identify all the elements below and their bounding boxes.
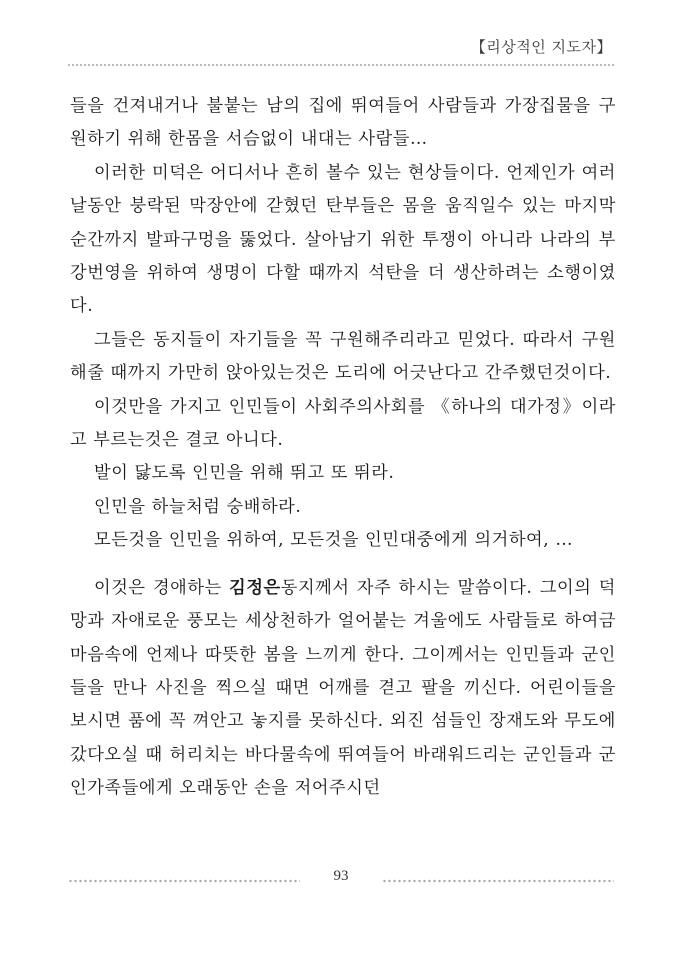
- paragraph: 그들은 동지들이 자기들을 꼭 구원해주리라고 믿었다. 따라서 구원해줄 때까지 가만히 앉아있는것은 도리에 어긋난다고 간주했던것이다.: [70, 329, 616, 384]
- leader-name: 김정은: [229, 577, 281, 598]
- paragraph-quote-attribution: [70, 572, 616, 806]
- paragraph: 모든것을 인민을 위하여, 모든것을 인민대중에게 의거하여, …: [94, 530, 574, 551]
- text-run: 동지께서 자주 하시는 말씀이다. 그이의 덕망과 자애로운 풍모는 세상천하가 얼어붙는 겨울에도 사람들로 하여금 마음속에 언제나 따뜻한 봄을 느끼게 한다. 그이께서는 인민들과 군인들을 만나 사진을 찍으실 때면 어깨를 겯고 팔을 끼신다. 어린이들을 보시면 품에 꼭 껴안고 놓지를 못하신다. 외진 섬들인 장재도와 무도에 갔다오실 때 허리치는 바다물속에 뛰여들어 바래워드리는 군인들과 군인가족들에게 오래동안 손을 저어주시던: [70, 577, 616, 799]
- page-body: [70, 90, 616, 806]
- paragraph-gap: [70, 558, 616, 572]
- page-footer: [68, 868, 614, 888]
- footer-ornament-right: [382, 879, 614, 883]
- running-title: 【리상적인 지도자】: [470, 38, 612, 56]
- text-run: 이것은 경애하는: [94, 577, 230, 598]
- paragraph: 발이 닳도록 인민을 위해 뛰고 또 뛰라.: [94, 463, 395, 484]
- page-number: 93: [333, 868, 349, 884]
- paragraph: 인민을 하늘처럼 숭배하라.: [94, 496, 302, 517]
- paragraph-continued: 들을 건져내거나 불붙는 남의 집에 뛰여들어 사람들과 가장집물을 구원하기 위해 한몸을 서슴없이 내대는 사람들…: [70, 96, 616, 150]
- paragraph: 이것만을 가지고 인민들이 사회주의사회를 《하나의 대가정》이라고 부르는것은 결코 아니다.: [70, 396, 616, 451]
- header-dotted-rule: [68, 64, 614, 66]
- paragraph: 이러한 미덕은 어디서나 흔히 볼수 있는 현상들이다. 언제인가 여러날동안 붕락된 막장안에 갇혔던 탄부들은 몸을 움직일수 있는 마지막순간까지 발파구멍을 뚫었다. 살아남기 위한 투쟁이 아니라 나라의 부강번영을 위하여 생명이 다할 때까지 석탄을 더 생산하려는 소행이였다.: [70, 162, 616, 317]
